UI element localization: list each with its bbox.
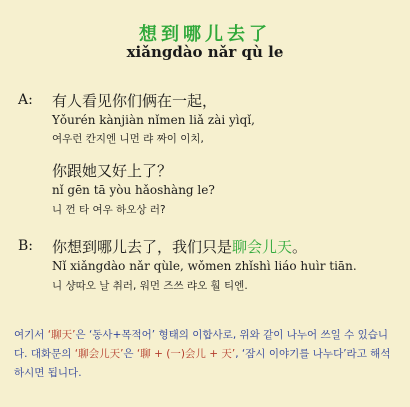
dialogue-b-line1-pinyin: Nǐ xiǎngdào nǎr qùle, wǒmen zhǐshì liáo huìr tiān. [52, 259, 357, 273]
dialogue-a-line2-korean: 니 껀 타 여우 하오상 러? [52, 204, 166, 216]
note-text-2: 은 ‘동사+목적어’ 형태의 이합사로, 위와 같이 나누어 쓰일 수 있습니다. 대화문의 [14, 329, 389, 360]
dialogue-b-line1-chinese [52, 236, 307, 257]
note-text-3: 은 [123, 348, 137, 360]
lesson-title-pinyin: xiǎngdào nǎr qù le [126, 43, 284, 61]
lesson-title: 想到哪儿去了 [139, 24, 271, 45]
note-text-4: , ‘잠시 이야기를 나누다’라고 해석하시면 됩니다. [14, 348, 391, 379]
dialogue-a-line1-pinyin: Yǒurén kànjiàn nǐmen liǎ zài yìqǐ, [52, 113, 255, 127]
grammar-note [14, 326, 400, 383]
speaker-b-label: B: [18, 238, 34, 254]
dialogue-a-line1-chinese: 有人看见你们俩在一起， [52, 92, 218, 110]
dialogue-a-line2-chinese: 你跟她又好上了？ [52, 162, 173, 180]
dialogue-a-line2-pinyin: nǐ gēn tā yòu hǎoshàng le? [52, 183, 215, 197]
dialogue-b-text-highlight: 聊会儿天 [232, 238, 293, 256]
note-quote-2: ‘聊会儿天’ [74, 348, 124, 360]
note-text-1: 여기서 [14, 329, 48, 341]
dialogue-b-text-post: 。 [292, 238, 308, 256]
note-quote-3: ‘聊 + (一)会儿 + 天’ [136, 348, 236, 360]
dialogue-b-text-pre: 你想到哪儿去了，我们只是 [52, 238, 233, 256]
dialogue-a-line1-korean: 여우런 칸지엔 니먼 랴 짜이 이치, [52, 133, 204, 145]
note-quote-1: ‘聊天’ [47, 329, 76, 341]
speaker-a-label: A: [18, 92, 33, 108]
dialogue-b-line1-korean: 니 샹따오 날 취러, 워먼 즈쓰 랴오 훨 티엔. [52, 280, 248, 292]
